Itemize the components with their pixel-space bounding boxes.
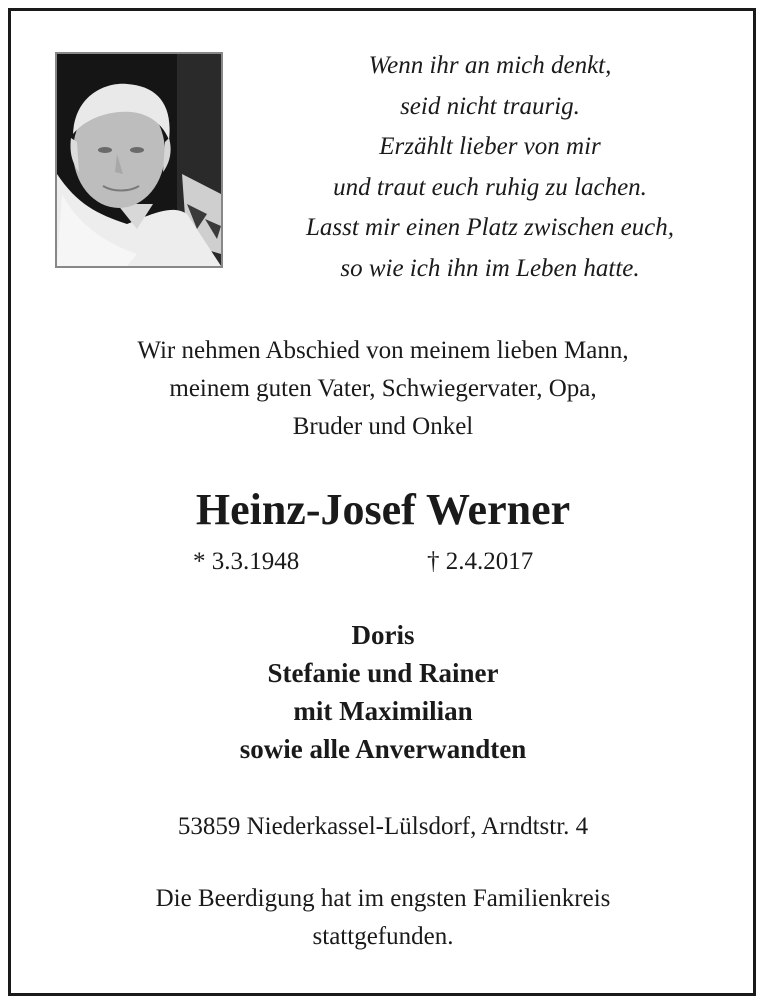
memorial-poem — [250, 46, 730, 289]
notice-line: stattgefunden. — [312, 923, 454, 950]
poem-line: Lasst mir einen Platz zwischen euch, — [305, 214, 675, 241]
funeral-notice — [0, 880, 766, 956]
farewell-intro — [0, 332, 766, 446]
notice-line: Die Beerdigung hat im engsten Familienkreis — [155, 885, 611, 912]
intro-line: Wir nehmen Abschied von meinem lieben Mann, — [137, 337, 629, 364]
mourner-line: mit Maximilian — [293, 696, 473, 726]
portrait-photo — [55, 52, 223, 268]
poem-line: und traut euch ruhig zu lachen. — [333, 173, 647, 201]
deceased-name: Heinz-Josef Werner — [195, 485, 571, 534]
family-address: 53859 Niederkassel-Lülsdorf, Arndtstr. 4 — [177, 813, 589, 840]
poem-line: seid nicht traurig. — [400, 92, 580, 120]
poem-line: so wie ich ihn im Leben hatte. — [340, 254, 640, 282]
death-date: † 2.4.2017 — [427, 548, 534, 575]
mourners-list — [0, 616, 766, 768]
poem-line: Wenn ihr an mich denkt, — [368, 52, 612, 79]
intro-line: Bruder und Onkel — [292, 413, 474, 440]
intro-line: meinem guten Vater, Schwiegervater, Opa, — [169, 375, 597, 402]
mourner-line: sowie alle Anverwandten — [239, 734, 527, 764]
mourner-line: Doris — [351, 620, 415, 650]
birth-date: * 3.3.1948 — [193, 548, 300, 575]
mourner-line: Stefanie und Rainer — [267, 658, 499, 688]
poem-line: Erzählt lieber von mir — [379, 133, 601, 160]
